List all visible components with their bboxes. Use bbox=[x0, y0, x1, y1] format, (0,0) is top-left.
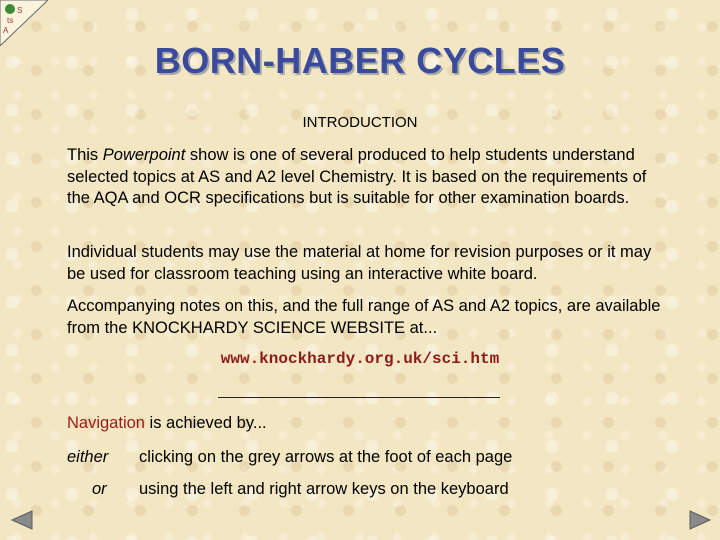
logo-text-1: S bbox=[17, 6, 23, 15]
either-text: clicking on the grey arrows at the foot of each page bbox=[139, 448, 513, 466]
website-paragraph: Accompanying notes on this, and the full range of AS and A2 topics, are available from the KNOCKHARDY SCIENCE WEBSITE at... bbox=[67, 297, 661, 337]
next-arrow-icon[interactable] bbox=[688, 509, 712, 531]
intro-paragraph bbox=[67, 145, 667, 210]
logo-text-3: A bbox=[3, 26, 9, 35]
navigation-word: Navigation bbox=[67, 414, 145, 432]
navigation-rest: is achieved by... bbox=[144, 414, 267, 432]
divider bbox=[218, 397, 500, 398]
or-label: or bbox=[92, 480, 107, 498]
navigation-heading bbox=[67, 414, 267, 433]
or-text: using the left and right arrow keys on the keyboard bbox=[139, 480, 509, 498]
intro-text-italic: Powerpoint bbox=[102, 146, 186, 164]
logo-text-2: ts bbox=[7, 16, 14, 25]
usage-paragraph: Individual students may use the material at home for revision purposes or it may be used for classroom teaching using an interactive white board. bbox=[67, 243, 652, 283]
intro-text-start: This bbox=[67, 146, 103, 164]
intro-text-end: show is one of several produced to help students understand selected topics at AS and A2 level Chemistry. It is based on the requirements of the AQA and OCR specifications but is suitable for other examination boards. bbox=[67, 146, 647, 207]
either-label: either bbox=[67, 448, 109, 466]
page-title: BORN-HABER CYCLES bbox=[154, 40, 566, 81]
section-heading: INTRODUCTION bbox=[302, 114, 418, 131]
previous-arrow-icon[interactable] bbox=[10, 509, 34, 531]
website-link[interactable]: www.knockhardy.org.uk/sci.htm bbox=[220, 350, 500, 368]
